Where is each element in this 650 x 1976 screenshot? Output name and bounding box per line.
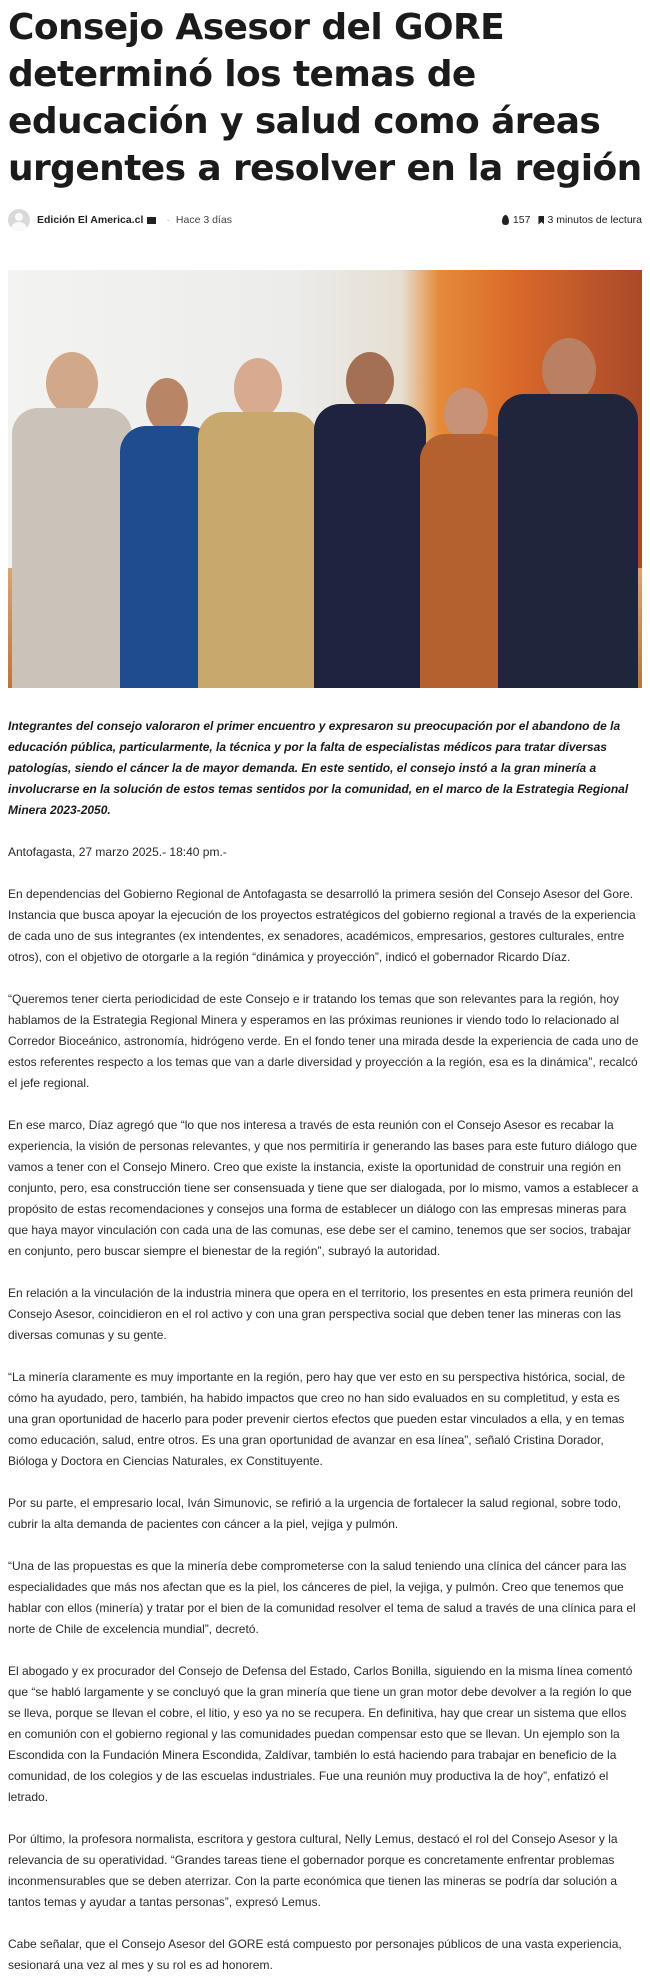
article-title: Consejo Asesor del GORE determinó los temas de educación y salud como áreas urgentes a resolver en la región (8, 7, 642, 189)
article-paragraph: “Queremos tener cierta periodicidad de este Consejo e ir tratando los temas que son relevantes para la región, hoy hablamos de la Estrategia Regional Minera y esperamos en las próximas reuniones ir viendo todo lo relacionado al Corredor Bioceánico, astronomía, hidrógeno verde. En el fondo tener una mirada desde la experiencia de cada uno de estos referentes respecto a los temas que van a darle diversidad y proyección a la región, esa es la dinámica”, recalcó el jefe regional. (8, 992, 639, 1090)
article-paragraph: “Una de las propuestas es que la minería debe comprometerse con la salud teniendo una clínica del cáncer para las especialidades que más nos afectan que es la piel, los cánceres de piel, la vejiga, y pulmón. Creo que tenemos que hablar con ellos (minería) y tratar por el bien de la comunidad resolver el tema de salud a través de una clínica para el norte de Chile de excelencia mundial”, decretó. (8, 1559, 636, 1636)
person-figure (12, 352, 132, 688)
view-count: 157 (512, 214, 531, 226)
person-figure (198, 358, 318, 688)
hero-photo (8, 270, 642, 688)
article-meta (8, 206, 642, 234)
article-paragraph: Por su parte, el empresario local, Iván Simunovic, se refirió a la urgencia de fortalecer la salud regional, sobre todo, cubrir la alta demanda de pacientes con cáncer a la piel, vejiga y pulmón. (8, 1496, 621, 1531)
flame-icon (502, 215, 509, 225)
article-lead: Integrantes del consejo valoraron el primer encuentro y expresaron su preocupación por el abandono de la educación pública, particularmente, la técnica y por la falta de especialistas médicos para tratar diversas patologías, siendo el cáncer la de mayor demanda. En este sentido, el consejo instó a la gran minería a involucrarse en la solución de estos temas sentidos por la comunidad, en el marco de la Estrategia Regional Minera 2023-2050. (8, 719, 629, 817)
author-avatar-icon[interactable] (8, 209, 30, 231)
article-paragraph: Cabe señalar, que el Consejo Asesor del GORE está compuesto por personajes públicos de una vasta experiencia, sesionará una vez al mes y su rol es ad honorem. (8, 1937, 622, 1972)
article-paragraph: En dependencias del Gobierno Regional de Antofagasta se desarrolló la primera sesión del Consejo Asesor del Gore. Instancia que busca apoyar la ejecución de los proyectos estratégicos del gobierno regional a través de la experiencia de cada uno de sus integrantes (ex intendentes, ex senadores, académicos, empresarios, gestores culturales, entre otros), con el objetivo de otorgarle a la región “dinámica y proyección”, indicó el gobernador Ricardo Díaz. (8, 887, 636, 964)
read-time: 3 minutos de lectura (547, 214, 642, 226)
article-stats (502, 214, 642, 226)
article-paragraph: El abogado y ex procurador del Consejo de Defensa del Estado, Carlos Bonilla, siguiendo en la misma línea comentó que “se habló largamente y se concluyó que la gran minería que tiene un gran motor debe devolver a la región lo que se lleva, porque se llevan el cobre, el litio, y eso ya no se recupera. En definitiva, hay que crear un sistema que ellos en comunión con el gobierno regional y las comunidades puedan compensar esto que se llevan. Un ejemplo son la Escondida con la Fundación Minera Escondida, Zaldívar, también lo está haciendo para trabajar en beneficio de la comunidad, de los colegios y de las escuelas industriales. Fue una reunión muy productiva la de hoy”, enfatizó el letrado. (8, 1664, 633, 1804)
meta-separator: · (166, 214, 170, 226)
envelope-icon[interactable] (147, 217, 156, 224)
author-link[interactable]: Edición El America.cl (37, 214, 144, 226)
article-paragraph: En ese marco, Díaz agregó que “lo que nos interesa a través de esta reunión con el Consejo Asesor es recabar la experiencia, la visión de personas relevantes, y que nos permitiría ir generando las bases para este futuro diálogo que vamos a tener con el Consejo Minero. Creo que existe la instancia, existe la oportunidad de construir una región en conjunto, pero, esa construcción tiene ser consensuada y tiene que ser dialogada, por lo mismo, vamos a establecer a propósito de estas recomendaciones y consejos una forma de establecer un diálogo con las empresas mineras para que haya mayor vinculación con cada una de las comunas, ese debe ser el camino, tenemos que ser socios, trabajar en conjunto, pero buscar siempre el bienestar de la región”, subrayó la autoridad. (8, 1118, 639, 1258)
person-figure (314, 352, 426, 688)
article-dateline: Antofagasta, 27 marzo 2025.- 18:40 pm.- (8, 845, 227, 859)
published-time: Hace 3 días (175, 214, 232, 226)
bookmark-icon (538, 216, 544, 225)
person-figure (498, 338, 638, 688)
article-paragraph: “La minería claramente es muy importante en la región, pero hay que ver esto en su perspectiva histórica, social, de cómo ha ayudado, pero, también, ha habido impactos que creo no han sido evaluados en su completitud, y esta es una gran oportunidad de hacerlo para poder prevenir ciertos efectos que pueden estar vinculados a ella, y en temas como educación, salud, entre otros. Es una gran oportunidad de avanzar en esa línea”, señaló Cristina Dorador, Bióloga y Doctora en Ciencias Naturales, ex Constituyente. (8, 1370, 625, 1468)
article-paragraph: Por último, la profesora normalista, escritora y gestora cultural, Nelly Lemus, destacó el rol del Consejo Asesor y la relevancia de su operatividad. “Grandes tareas tiene el gobernador porque es concretamente enfrentar problemas inconmensurables que se deben aterrizar. Con la parte económica que tienen las mineras se podría dar solución a tantos temas y ayudar a tantas personas”, expresó Lemus. (8, 1832, 618, 1909)
article-paragraph: En relación a la vinculación de la industria minera que opera en el territorio, los presentes en esta primera reunión del Consejo Asesor, coincidieron en el rol activo y con una gran perspectiva social que deben tener las mineras con las diversas comunas y su gente. (8, 1286, 634, 1342)
